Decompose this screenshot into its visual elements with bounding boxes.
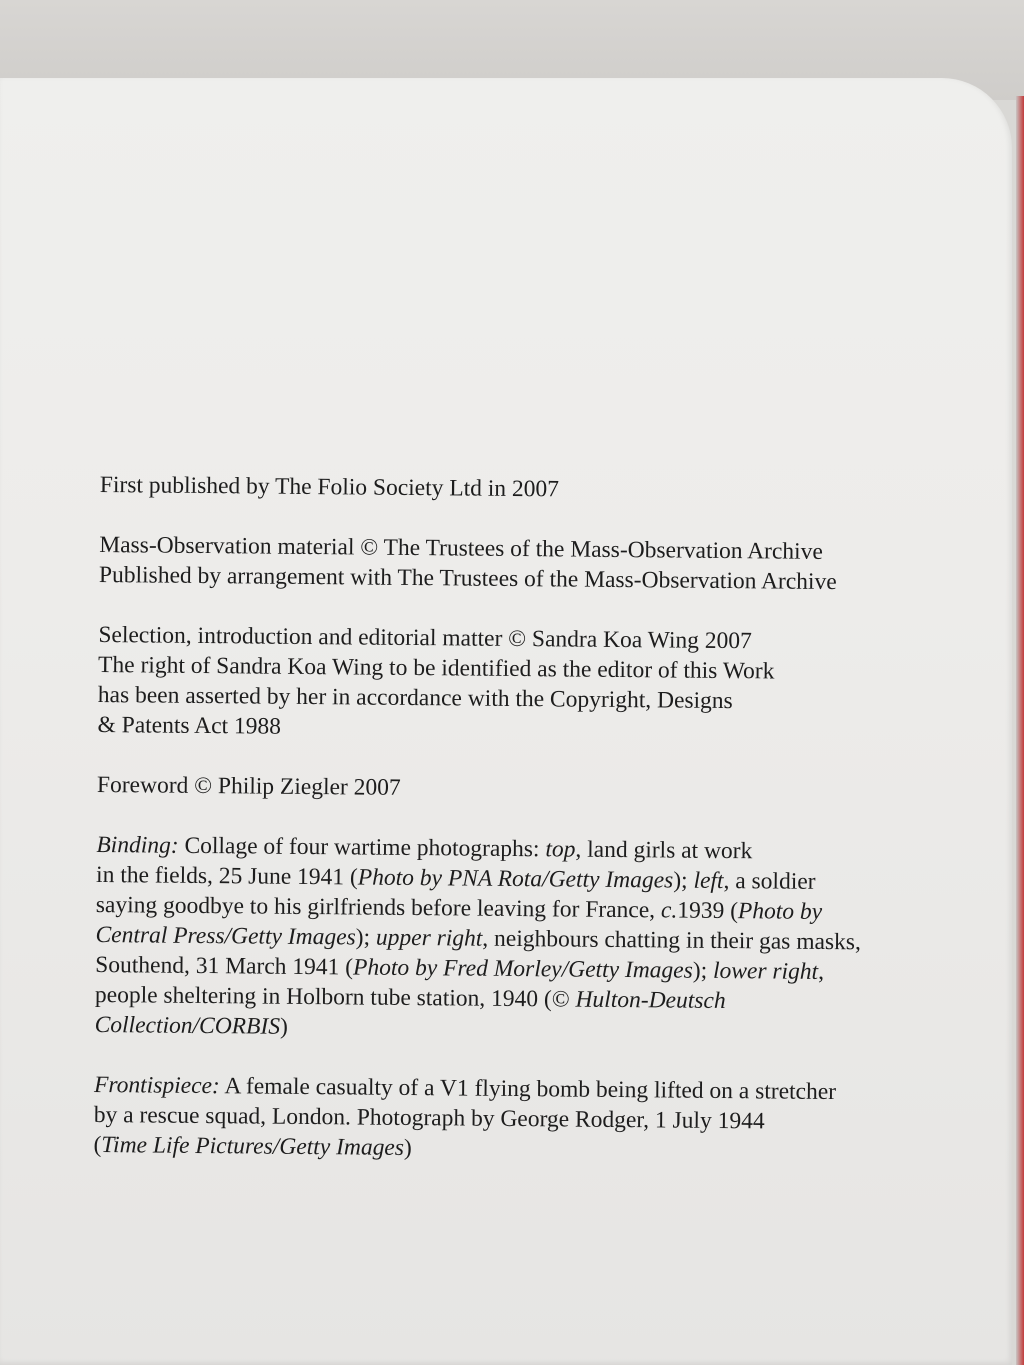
book-cover-edge [1016,96,1024,1365]
binding-text: Collage of four wartime photographs: [178,832,546,863]
binding-text: 1939 ( [677,897,739,925]
photo-credit: Time Life Pictures/Getty Images [101,1132,405,1161]
frontispiece-text: ( [93,1131,102,1159]
frontispiece-label: Frontispiece: [93,1071,220,1100]
selection-block [97,620,958,748]
binding-text: ) [279,1013,288,1040]
binding-block [95,830,957,1048]
photo-credit: Hulton-Deutsch [575,986,726,1015]
binding-position: top [545,836,576,863]
binding-text: people sheltering in Holborn tube station, 1940 (© [94,981,576,1013]
photo-credit: Photo by PNA Rota/Getty Images [357,864,674,894]
first-published-line: First published by The Folio Society Ltd in 2007 [99,471,560,503]
copyright-imprint [93,470,960,1198]
book-page [0,78,1012,1365]
photo-credit: Central Press/Getty Images [95,921,356,951]
binding-text: in the fields, 25 June 1941 ( [95,861,358,891]
binding-text: ); [355,924,377,951]
photo-credit: Photo by Fred Morley/Getty Images [352,954,693,984]
selection-line: & Patents Act 1988 [97,711,282,740]
arrangement-line: Published by arrangement with The Trustees of the Mass-Observation Archive [98,561,837,596]
binding-text: ); [673,867,694,894]
frontispiece-text: ) [403,1134,412,1162]
selection-line: Selection, introduction and editorial matter © Sandra Koa Wing 2007 [98,621,752,655]
binding-text: , neighbours chatting in their gas masks, [482,925,862,956]
binding-text: Southend, 31 March 1941 ( [95,951,354,981]
binding-text: saying goodbye to his girlfriends before leaving for France, [95,891,662,924]
circa-mark: c. [660,897,678,924]
binding-position: upper right [375,924,483,952]
binding-position: lower right [712,957,819,985]
frontispiece-text: by a rescue squad, London. Photograph by George Rodger, 1 July 1944 [93,1101,765,1135]
mass-observation-block [99,530,960,598]
photo-credit: Photo by [737,898,823,925]
photo-credit: Collection/CORBIS [94,1011,281,1040]
frontispiece-block [93,1070,954,1168]
binding-position: left [693,867,724,895]
binding-text: , land girls at work [575,836,753,865]
frontispiece-text: A female casualty of a V1 flying bomb being lifted on a stretcher [219,1073,837,1106]
mass-obs-copyright: Mass-Observation material © The Trustees of the Mass-Observation Archive [99,531,823,565]
selection-line: has been asserted by her in accordance with the Copyright, Designs [97,681,733,715]
binding-text: , a soldier [723,868,816,895]
binding-text: , [818,958,825,985]
binding-text: ); [692,957,714,984]
selection-line: The right of Sandra Koa Wing to be identified as the editor of this Work [98,651,775,685]
foreword-line: Foreword © Philip Ziegler 2007 [96,771,401,801]
binding-label: Binding: [96,831,179,859]
